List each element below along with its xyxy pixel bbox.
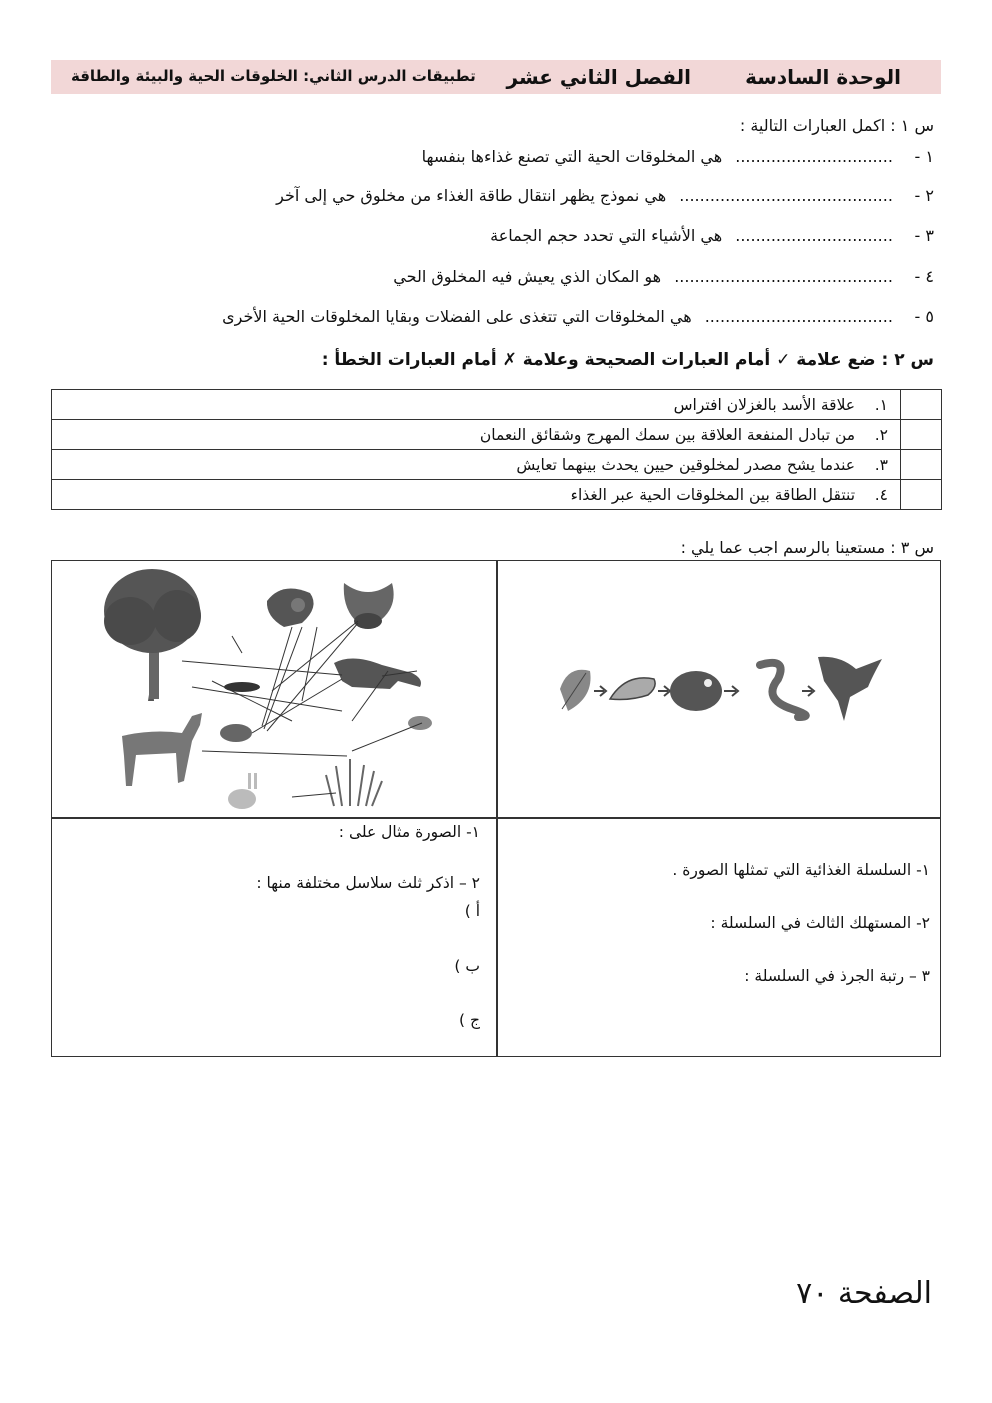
leaf-icon [560,670,591,711]
statement-text: عندما يشح مصدر لمخلوقين حيين يحدث بينهما تعايش [516,455,856,474]
statement-cell [52,390,901,420]
rabbit-icon [228,773,257,809]
blank-line[interactable]: ............................... [735,147,893,166]
q1-title: س ١ : اكمل العبارات التالية : [739,116,934,135]
q1-item [276,186,934,205]
deer-icon [122,713,202,786]
owl-icon [344,583,394,629]
statement-cell [52,450,901,480]
arrow-icon [802,686,814,696]
statement-cell [52,480,901,510]
q1-item-num: ١ - [914,147,934,166]
chain-question: ٢- المستهلك الثالث في السلسلة : [710,914,930,932]
caterpillar-icon [610,678,655,700]
answer-label-a: أ ) [464,902,480,920]
statement-num: ٤. [874,485,888,504]
eagle-icon [818,657,882,721]
food-chain-illustration [498,561,942,817]
table-row [52,480,942,510]
q3-grid [51,560,941,1057]
chipmunk-icon [220,724,252,742]
grass-icon [326,759,382,806]
q1-item-num: ٢ - [914,186,934,205]
q1-item [222,307,934,326]
statement-num: ٢. [874,425,888,444]
blank-line[interactable]: ........................................... [674,267,893,286]
arrow-icon [724,686,738,696]
answer-box[interactable] [901,450,942,480]
blank-line[interactable]: ..................................... [704,307,893,326]
blank-line[interactable]: .......................................... [679,186,893,205]
rat-icon [670,671,722,711]
q1-item-num: ٥ - [914,307,934,326]
snake-icon [760,663,806,717]
mouse-icon [408,716,432,730]
q1-item-num: ٣ - [914,226,934,245]
bird-icon [224,682,260,692]
unit-title: الوحدة السادسة [745,65,901,89]
page-number: الصفحة ٧٠ [796,1276,932,1311]
q1-item-text: هي المخلوقات التي تتغذى على الفضلات وبقايا المخلوقات الحية الأخرى [222,307,692,326]
q1-item [422,147,934,166]
arrow-icon [658,686,670,696]
q1-item-text: هي نموذج يظهر انتقال طاقة الغذاء من مخلوق حي إلى آخر [276,186,667,205]
header-band [51,60,941,94]
answer-box[interactable] [901,420,942,450]
answer-label-b: ب ) [454,957,480,975]
tree-icon [104,569,201,701]
statement-num: ٣. [874,455,888,474]
answer-label-c: ج ) [459,1011,480,1029]
chain-question: ٣ – رتبة الجرذ في السلسلة : [744,967,930,985]
chain-question: ١- السلسلة الغذائية التي تمثلها الصورة . [672,861,930,879]
table-row [52,420,942,450]
owl-icon [267,589,314,628]
statement-text: تنتقل الطاقة بين المخلوقات الحية عبر الغذاء [570,485,856,504]
q1-item-num: ٤ - [914,267,934,286]
statement-text: علاقة الأسد بالغزلان افتراس [673,395,856,414]
q1-item-text: هي المخلوقات الحية التي تصنع غذاءها بنفسها [421,147,723,166]
answer-box[interactable] [901,390,942,420]
web-question: ٢ – اذكر ثلث سلاسل مختلفة منها : [256,874,480,892]
q3-title: س ٣ : مستعينا بالرسم اجب عما يلي : [680,538,934,557]
q1-item-text: هي الأشياء التي تحدد حجم الجماعة [490,226,723,245]
answer-box[interactable] [901,480,942,510]
fox-icon [334,658,421,689]
q1-item-text: هو المكان الذي يعيش فيه المخلوق الحي [393,267,662,286]
web-question: ١- الصورة مثال على : [338,823,480,841]
q2-title: س ٢ : ضع علامة ✓ أمام العبارات الصحيحة وعلامة ✗ أمام العبارات الخطأ : [321,350,934,370]
lesson-title: تطبيقات الدرس الثاني: الخلوقات الحية والبيئة والطاقة [71,67,476,85]
table-row [52,390,942,420]
chapter-title: الفصل الثاني عشر [506,65,691,89]
statement-num: ١. [874,395,888,414]
statement-cell [52,420,901,450]
table-row [52,450,942,480]
q1-item [490,226,934,245]
statement-text: من تبادل المنفعة العلاقة بين سمك المهرج وشقائق النعمان [479,425,856,444]
grid-divider [52,817,940,819]
food-web-arrows [182,621,422,797]
food-web-illustration [52,561,496,817]
q1-item [393,267,934,286]
blank-line[interactable]: ............................... [735,226,893,245]
arrow-icon [594,686,606,696]
true-false-table [51,389,942,510]
